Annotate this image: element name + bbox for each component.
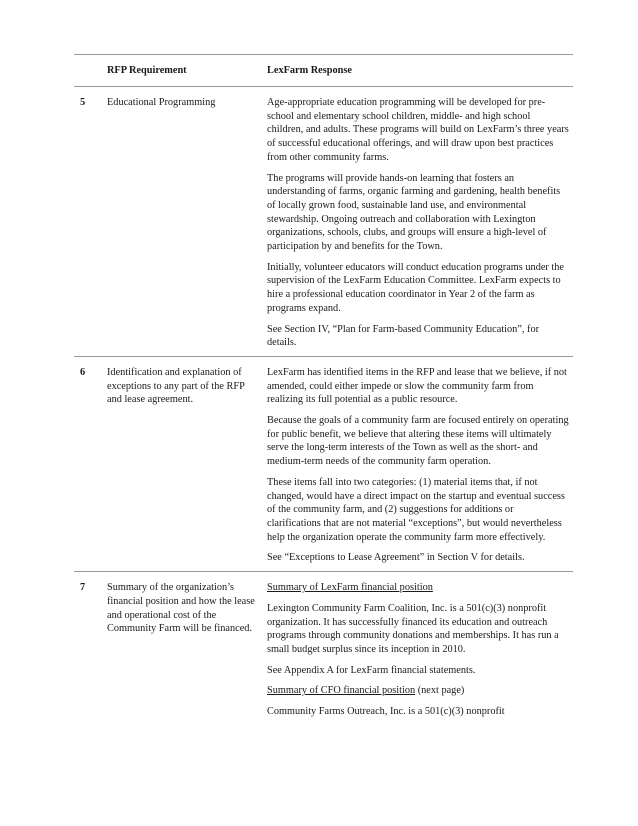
row-response (267, 87, 573, 357)
response-paragraph: Age-appropriate education programming will be developed for pre-school and elementary school children, middle- and high school children, and adults. These programs will build on LexFarm’s three years of successful educational offerings, and will draw upon best practices from other community farms. (267, 97, 569, 163)
response-paragraph: See Section IV, “Plan for Farm-based Community Education”, for details. (267, 323, 540, 349)
heading-note: (next page) (415, 685, 465, 697)
header-requirement: RFP Requirement (107, 65, 187, 76)
response-paragraph: LexFarm has identified items in the RFP and lease that we believe, if not amended, could either impede or slow the community farm from realizing its full potential as a public resource. (267, 366, 567, 406)
table-header-row (74, 55, 573, 87)
table-row (74, 87, 573, 357)
response-paragraph: Lexington Community Farm Coalition, Inc. is a 501(c)(3) nonprofit organization. It has successfully financed its education and outreach programs through community donations and memberships. It has run a small budget surplus since its inception in 2010. (267, 602, 559, 655)
response-paragraph: See Appendix A for LexFarm financial statements. (267, 664, 476, 676)
response-paragraph: Initially, volunteer educators will conduct education programs under the supervision of the LexFarm Education Committee. LexFarm expects to hire a professional education coordinator in Year 2 of the farm as programs expand. (267, 261, 564, 314)
response-heading-lexfarm (267, 581, 569, 595)
underlined-heading: Summary of CFO financial position (267, 685, 416, 697)
row-response (267, 572, 573, 719)
rfp-response-table (74, 54, 573, 719)
row-number: 6 (80, 366, 86, 378)
response-paragraph: These items fall into two categories: (1) material items that, if not changed, would have a direct impact on the startup and eventual success of the community farm, and (2) suggestions for additions or clarifications that are not material “exceptions”, but would nevertheless help the organization operate the community farm more effectively. (267, 476, 565, 543)
response-paragraph: Community Farms Outreach, Inc. is a 501(c)(3) nonprofit (267, 706, 505, 718)
row-response (267, 356, 573, 571)
table-row (74, 572, 573, 719)
row-requirement: Summary of the organization’s financial position and how the lease and operational cost of the Community Farm will be financed. (107, 582, 255, 635)
table-row (74, 356, 573, 571)
response-paragraph: Because the goals of a community farm are focused entirely on operating for public benefit, we believe that altering these items will ultimately serve the long-term interests of the Town as well as the short- and medium-term needs of the community farm operation. (267, 415, 569, 468)
row-requirement: Identification and explanation of exceptions to any part of the RFP and lease agreement. (107, 366, 245, 406)
row-requirement: Educational Programming (107, 97, 216, 108)
row-number: 5 (80, 97, 86, 108)
response-paragraph: See “Exceptions to Lease Agreement” in Section V for details. (267, 552, 525, 564)
response-paragraph: The programs will provide hands-on learning that fosters an understanding of farms, organic farming and gardening, health benefits of locally grown food, sustainable land use, and environmental stewardship. Ongoing outreach and collaboration with Lexington organizations, schools, clubs, and groups will ensure a high-level of participation by and benefits for the Town. (267, 172, 561, 253)
response-heading-cfo (267, 684, 569, 698)
row-number: 7 (80, 582, 86, 594)
underlined-heading: Summary of LexFarm financial position (267, 582, 433, 594)
header-response: LexFarm Response (267, 65, 352, 76)
header-number-cell (74, 55, 107, 87)
